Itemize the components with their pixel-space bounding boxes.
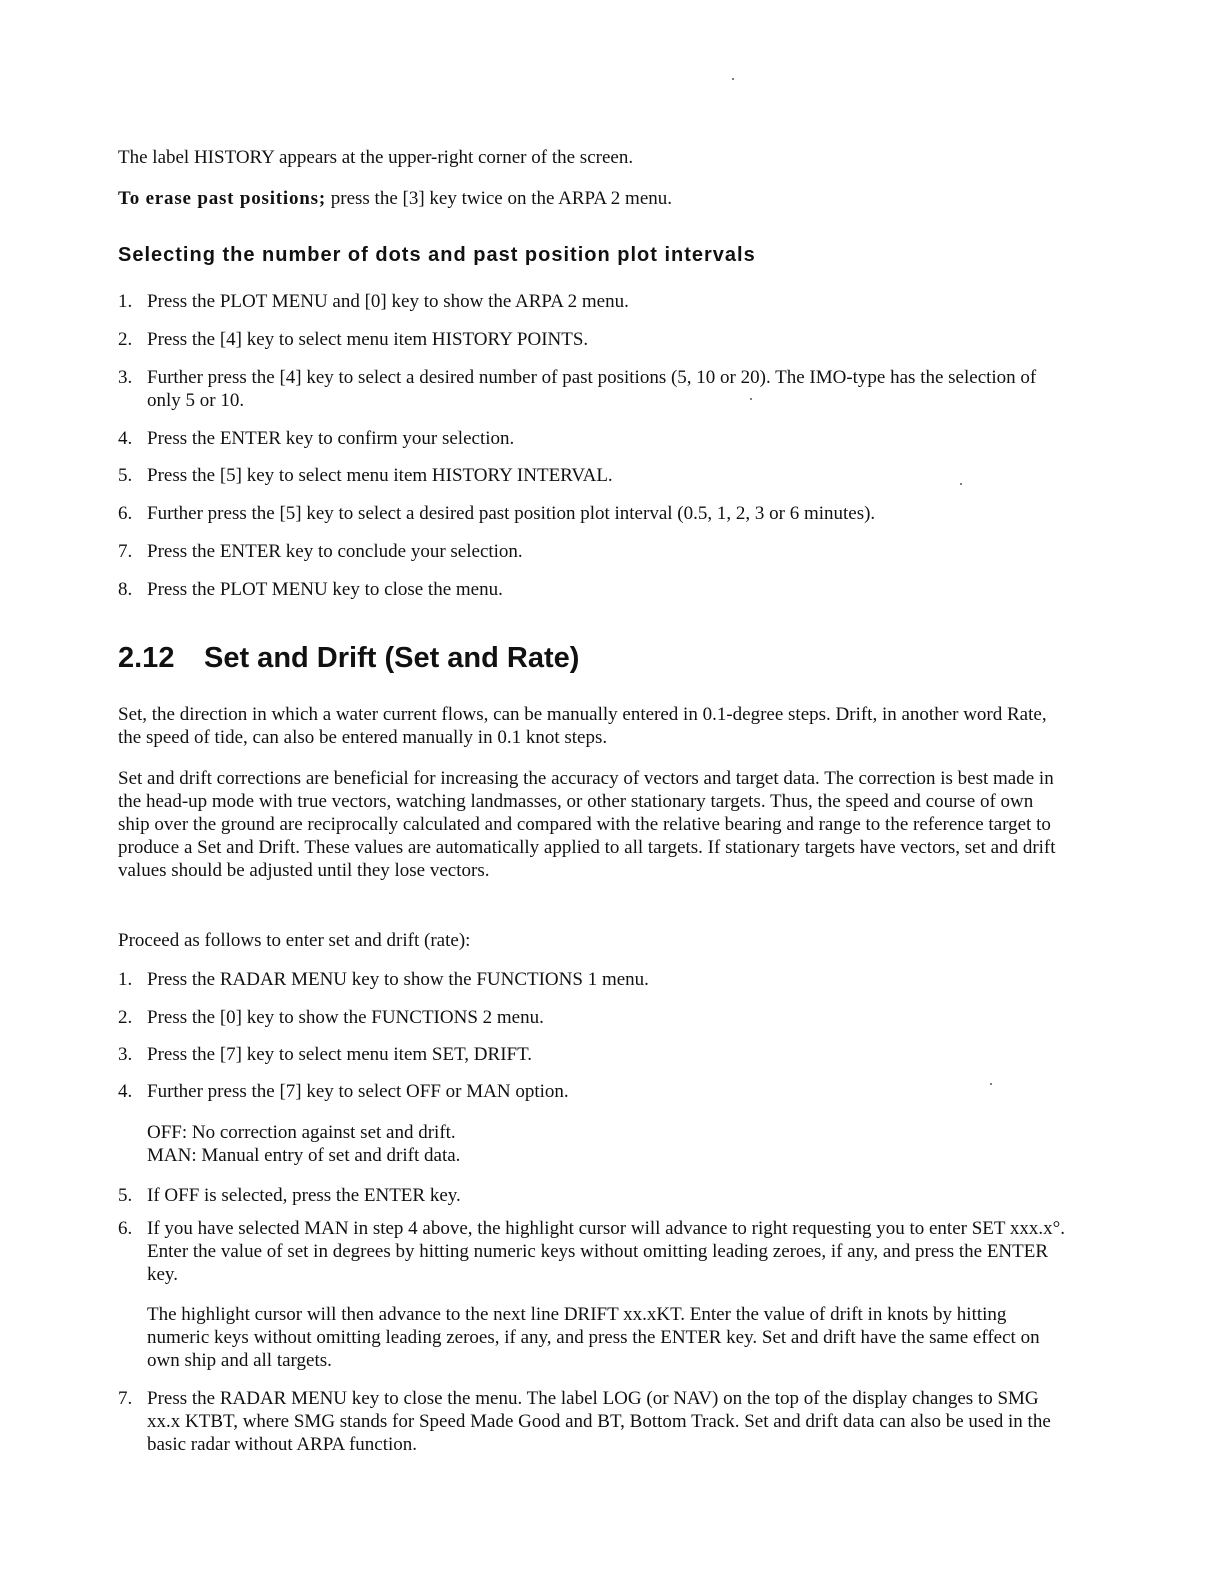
option-off-note: OFF: No correction against set and drift. bbox=[147, 1122, 456, 1143]
scan-speck bbox=[750, 398, 752, 400]
list-item: 7. Press the ENTER key to conclude your selection. bbox=[118, 541, 523, 562]
list-item: 5. If OFF is selected, press the ENTER key. bbox=[118, 1185, 461, 1206]
list-item: 3. Further press the [4] key to select a desired number of past positions (5, 10 or 20). The IMO-type has the selection of only 5 or 10. bbox=[118, 367, 1037, 411]
erase-rest: press the [3] key twice on the ARPA 2 menu. bbox=[326, 188, 673, 209]
scan-speck bbox=[732, 78, 734, 80]
subsection-heading: Selecting the number of dots and past position plot intervals bbox=[118, 244, 756, 266]
list-item: 1. Press the RADAR MENU key to show the FUNCTIONS 1 menu. bbox=[118, 969, 649, 990]
scan-speck bbox=[960, 483, 962, 485]
section-title bbox=[118, 642, 579, 675]
erase-instruction bbox=[118, 187, 672, 210]
option-man-note: MAN: Manual entry of set and drift data. bbox=[147, 1145, 461, 1166]
erase-lead: To erase past positions; bbox=[118, 188, 326, 209]
list-item: 2. Press the [4] key to select menu item HISTORY POINTS. bbox=[118, 329, 589, 350]
section-title-text: Set and Drift (Set and Rate) bbox=[204, 642, 580, 674]
scan-speck bbox=[990, 1083, 992, 1085]
list-item: 3. Press the [7] key to select menu item SET, DRIFT. bbox=[118, 1044, 533, 1065]
list-item: 2. Press the [0] key to show the FUNCTIONS 2 menu. bbox=[118, 1007, 544, 1028]
paragraph: Set, the direction in which a water current flows, can be manually entered in 0.1-degree steps. Drift, in another word Rate, the speed of tide, can also be entered manually in 0.1 knot steps. bbox=[118, 704, 1047, 748]
list-item: 4. Press the ENTER key to confirm your selection. bbox=[118, 428, 515, 449]
list-item: 7. Press the RADAR MENU key to close the menu. The label LOG (or NAV) on the top of the display changes to SMG xx.x KTBT, where SMG stands for Speed Made Good and BT, Bottom Track. Set and drift data can also be used in the basic radar without ARPA function. bbox=[118, 1388, 1051, 1455]
list-item: 1. Press the PLOT MENU and [0] key to show the ARPA 2 menu. bbox=[118, 291, 629, 312]
step6-continuation: The highlight cursor will then advance to the next line DRIFT xx.xKT. Enter the value of drift in knots by hitting numeric keys without omitting leading zeroes, if any, and press the ENTER key. Set and drift have the same effect on own ship and all targets. bbox=[147, 1304, 1040, 1371]
list-item: 4. Further press the [7] key to select OFF or MAN option. bbox=[118, 1081, 569, 1102]
list-item: 8. Press the PLOT MENU key to close the menu. bbox=[118, 579, 503, 600]
paragraph: Set and drift corrections are beneficial for increasing the accuracy of vectors and target data. The correction is best made in the head-up mode with true vectors, watching landmasses, or other stationary targets. Thus, the speed and course of own ship over the ground are reciprocally calculated and compared with the relative bearing and range to the reference target to produce a Set and Drift. These values are automatically applied to all targets. If stationary targets have vectors, set and drift values should be adjusted until they lose vectors. bbox=[118, 768, 1056, 881]
list-item: 5. Press the [5] key to select menu item HISTORY INTERVAL. bbox=[118, 465, 613, 486]
paragraph: Proceed as follows to enter set and drift (rate): bbox=[118, 930, 471, 951]
list-item: 6. If you have selected MAN in step 4 above, the highlight cursor will advance to right requesting you to enter SET xxx.x°. Enter the value of set in degrees by hitting numeric keys without omitting leading zeroes, if any, and press the ENTER key. bbox=[118, 1218, 1065, 1285]
history-label-note: The label HISTORY appears at the upper-right corner of the screen. bbox=[118, 147, 634, 168]
section-number: 2.12 bbox=[118, 642, 175, 674]
list-item: 6. Further press the [5] key to select a desired past position plot interval (0.5, 1, 2, 3 or 6 minutes). bbox=[118, 503, 876, 524]
